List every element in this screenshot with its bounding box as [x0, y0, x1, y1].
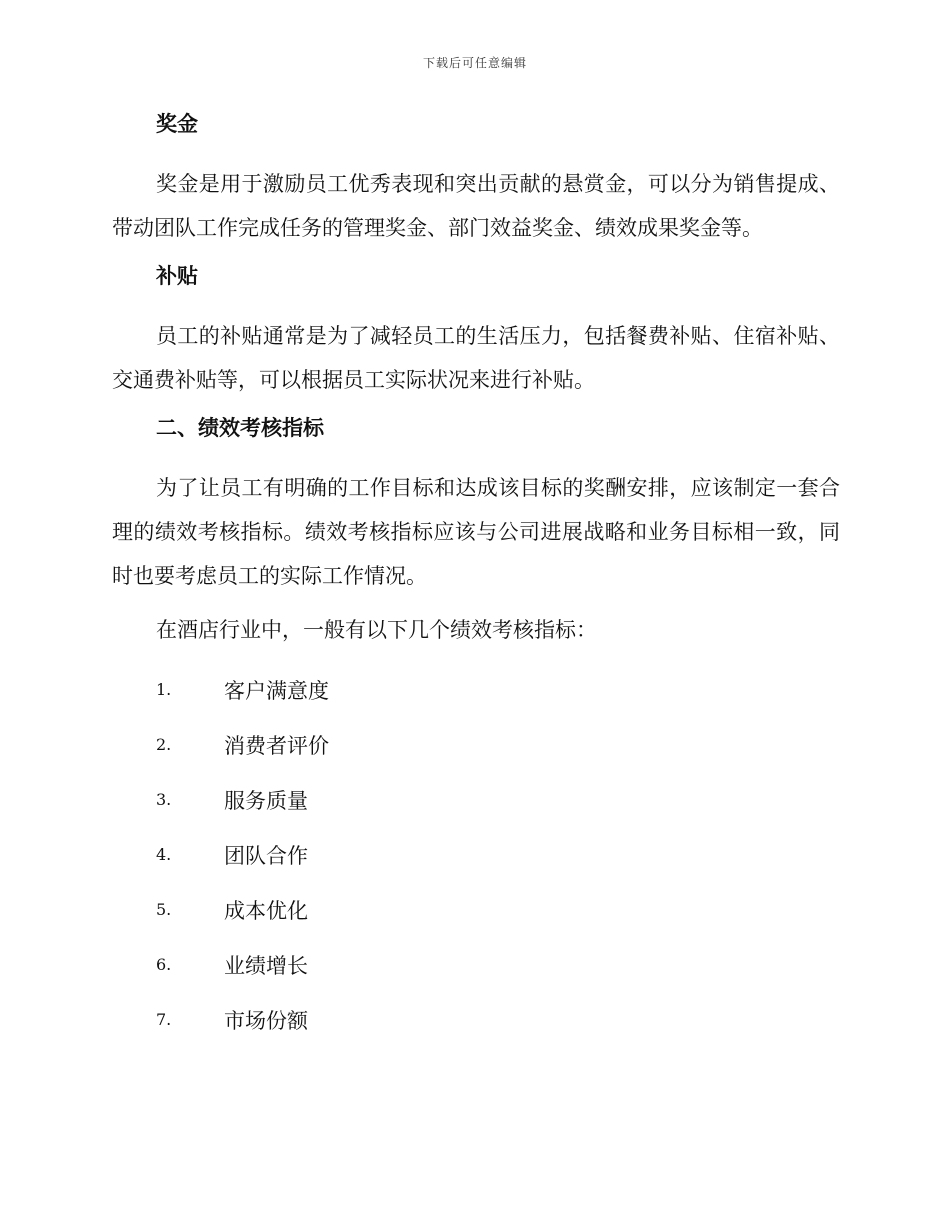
list-item-number: 3.	[156, 790, 172, 809]
list-item	[112, 992, 840, 1047]
list-item-text: 团队合作	[224, 843, 308, 868]
list-item-number: 2.	[156, 735, 172, 754]
list-item-number: 1.	[156, 680, 172, 699]
list-item	[112, 882, 840, 937]
section-paragraph-subsidy: 员工的补贴通常是为了减轻员工的生活压力，包括餐费补贴、住宿补贴、交通费补贴等，可以根据员工实际状况来进行补贴。	[112, 324, 840, 392]
list-intro: 在酒店行业中，一般有以下几个绩效考核指标：	[156, 618, 597, 642]
section-heading-subsidy: 补贴	[156, 264, 198, 288]
list-item	[112, 772, 840, 827]
list-item-text: 客户满意度	[224, 678, 329, 703]
list-item-number: 5.	[156, 900, 172, 919]
list-item	[112, 827, 840, 882]
list-item	[112, 717, 840, 772]
list-item-text: 成本优化	[224, 898, 308, 923]
section-paragraph-kpi: 为了让员工有明确的工作目标和达成该目标的奖酬安排，应该制定一套合理的绩效考核指标。绩效考核指标应该与公司进展战略和业务目标相一致，同时也要考虑员工的实际工作情况。	[112, 476, 840, 588]
kpi-list	[112, 662, 840, 1047]
document-body	[112, 108, 840, 1047]
list-item-number: 7.	[156, 1010, 172, 1029]
list-item-text: 消费者评价	[224, 733, 329, 758]
list-item-number: 4.	[156, 845, 172, 864]
section-heading-bonus: 奖金	[156, 112, 198, 136]
header-note: 下载后可任意编辑	[422, 56, 527, 70]
list-item-text: 业绩增长	[224, 953, 308, 978]
list-item-number: 6.	[156, 955, 172, 974]
section-paragraph-bonus: 奖金是用于激励员工优秀表现和突出贡献的悬赏金，可以分为销售提成、带动团队工作完成任务的管理奖金、部门效益奖金、绩效成果奖金等。	[112, 172, 840, 240]
section-heading-kpi: 二、绩效考核指标	[156, 416, 324, 440]
list-item-text: 服务质量	[224, 788, 308, 813]
list-item	[112, 662, 840, 717]
list-item-text: 市场份额	[224, 1008, 308, 1033]
list-item	[112, 937, 840, 992]
